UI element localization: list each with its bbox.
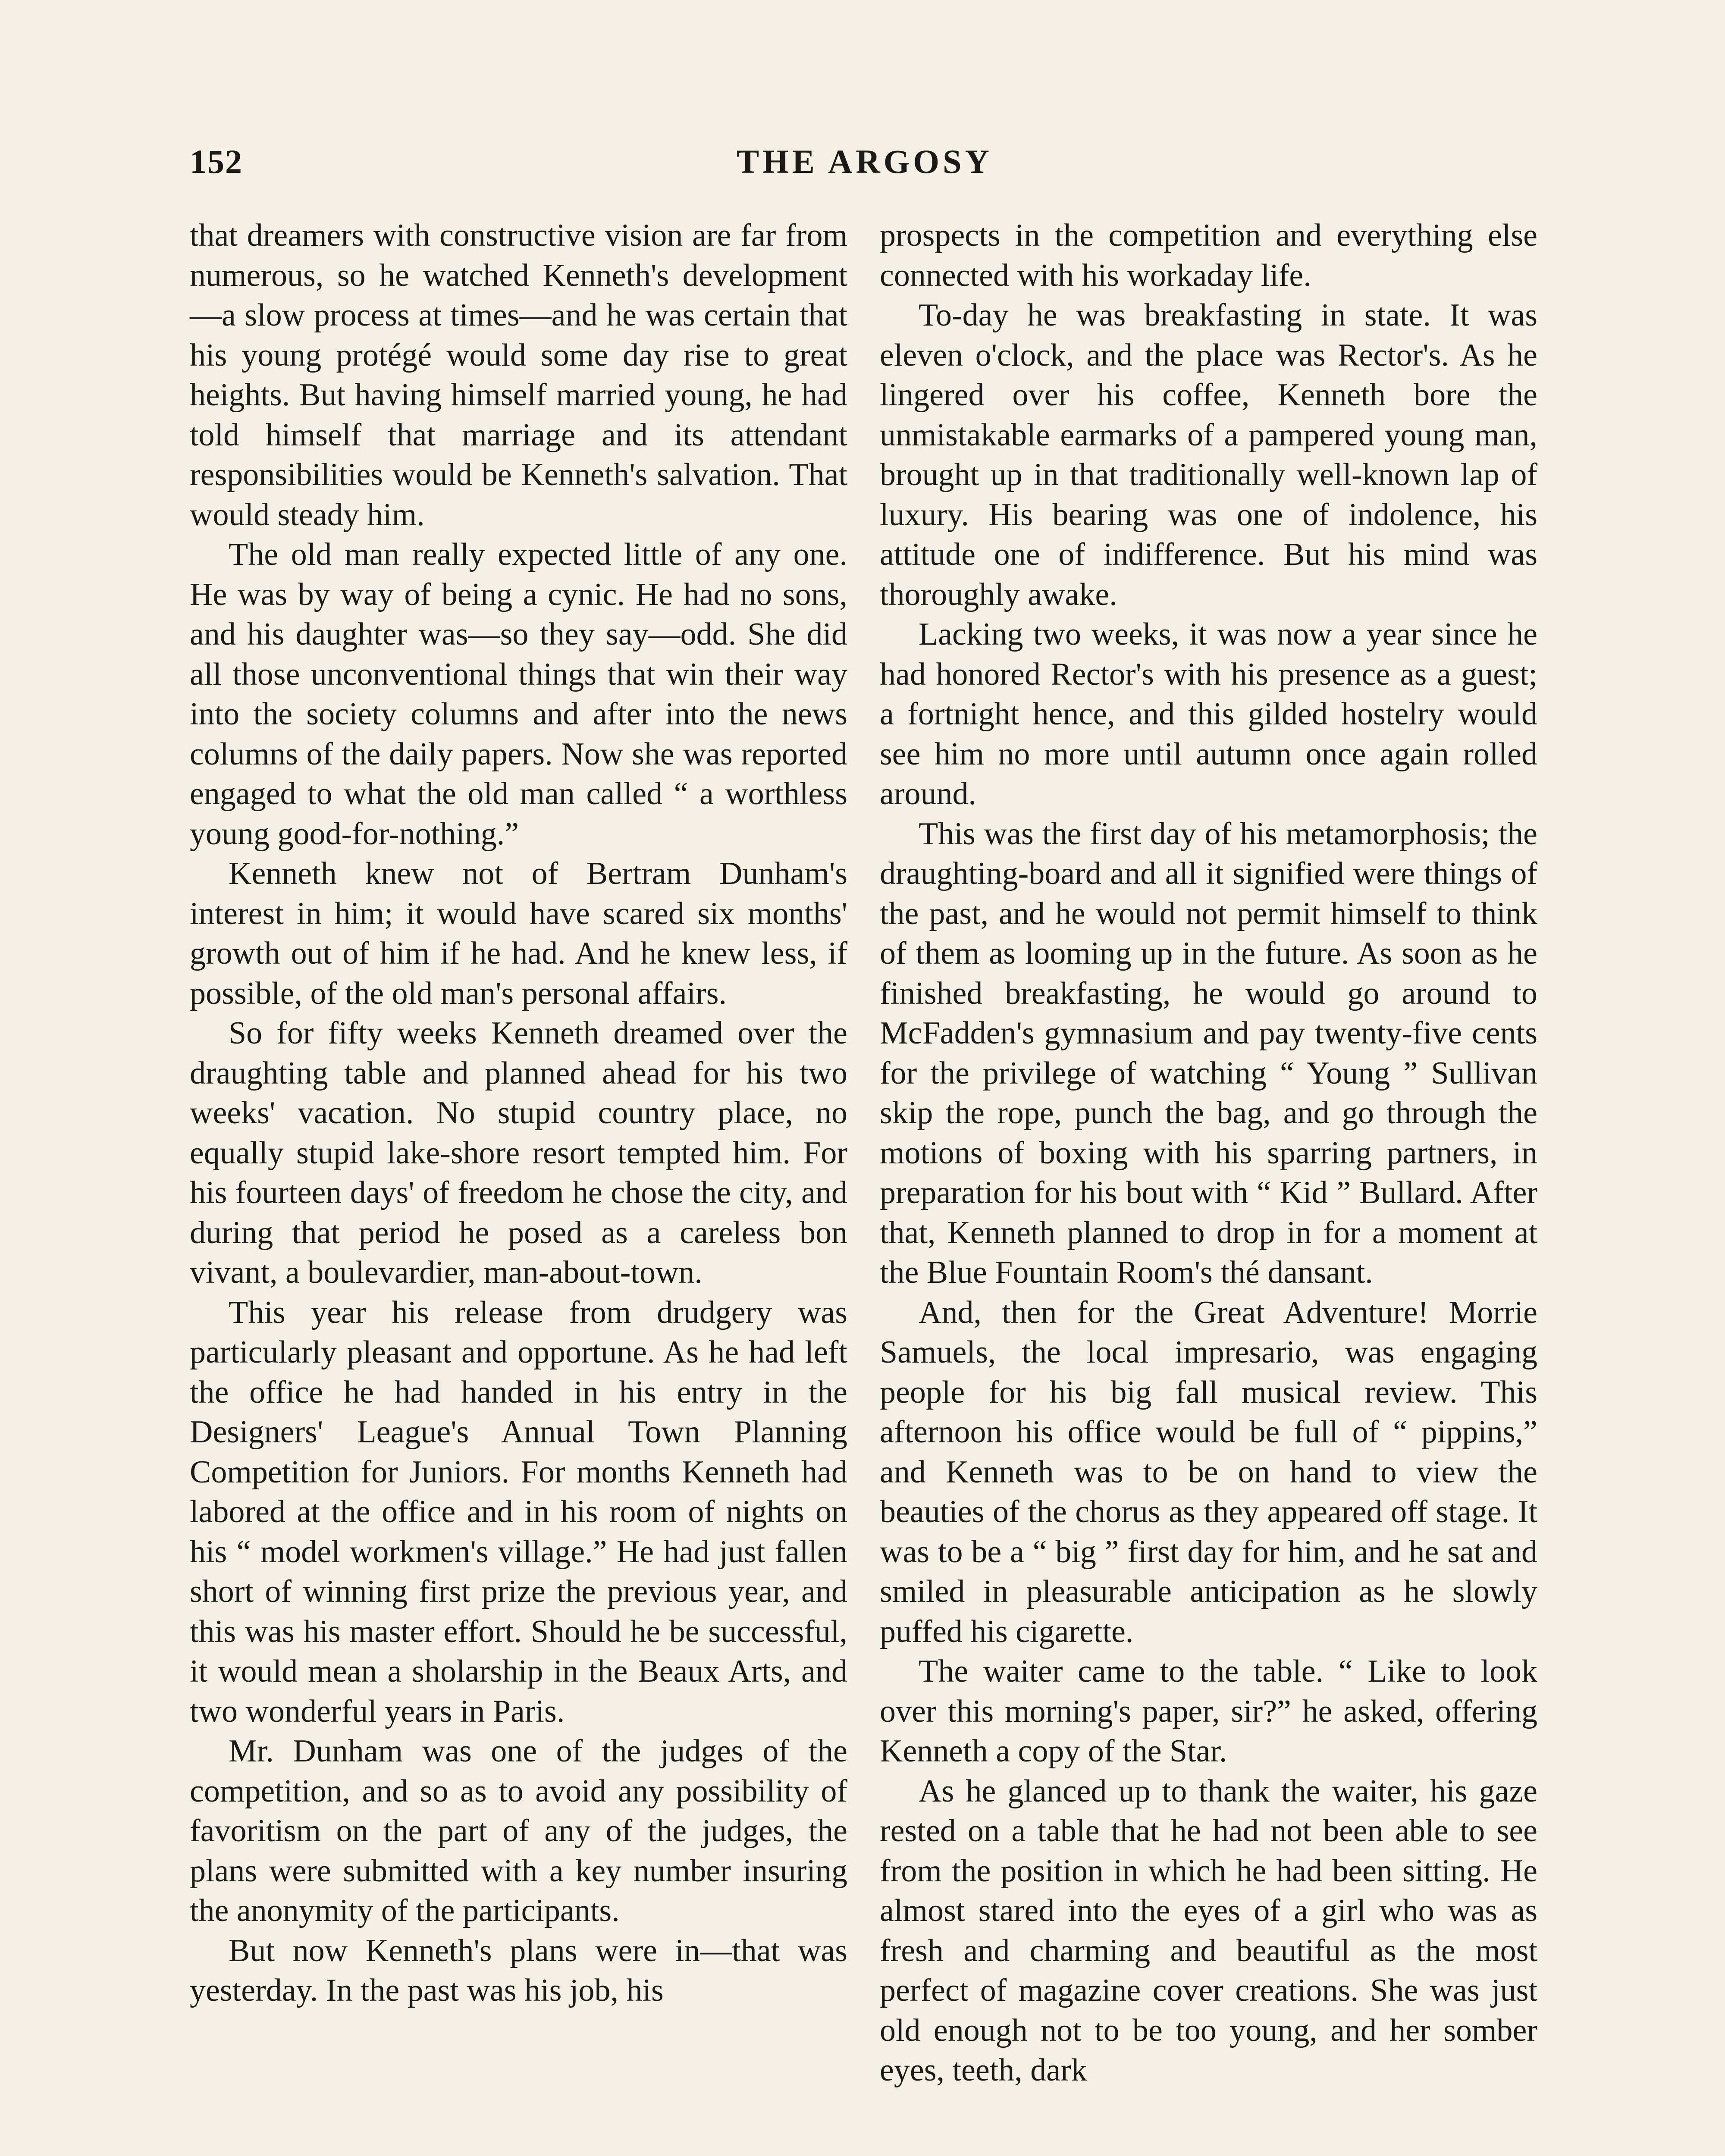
running-title: THE ARGOSY: [737, 143, 993, 180]
paragraph: Lacking two weeks, it was now a year since he had honored Rector's with his presence as a guest; a fortnight hence, and this gilded hostelry would see him no more until autumn once again rolled around.: [880, 617, 1537, 812]
paragraph: This year his release from drudgery was particularly pleasant and opportune. As he had left the office he had handed in his entry in the Designers' League's Annual Town Planning Competition for Juniors. For months Kenneth had labored at the office and in his room of nights on his “ model workmen's village.” He had just fallen short of winning first prize the previous year, and this was his master effort. Should he be successful, it would mean a sholarship in the Beaux Arts, and two wonderful years in Paris.: [190, 1294, 847, 1729]
paragraph: To-day he was breakfasting in state. It was eleven o'clock, and the place was Rector's. As he lingered over his coffee, Kenneth bore the unmistakable earmarks of a pampered young man, brought up in that traditionally well-known lap of luxury. His bearing was one of indolence, his attitude one of indifference. But his mind was thoroughly awake.: [880, 298, 1537, 612]
paragraph: As he glanced up to thank the waiter, his gaze rested on a table that he had not been able to see from the position in which he had been sitting. He almost stared into the eyes of a girl who was as fresh and charming and beautiful as the most perfect of magazine cover creations. She was just old enough not to be too young, and her somber eyes, teeth, dark: [880, 1773, 1537, 2088]
left-column: [190, 216, 847, 2011]
paragraph: Mr. Dunham was one of the judges of the competition, and so as to avoid any possibility of favoritism on the part of any of the judges, the plans were submitted with a key number insuring the anonymity of the participants.: [190, 1733, 847, 1928]
page-header: [190, 142, 1540, 190]
paragraph: So for fifty weeks Kenneth dreamed over the draughting table and planned ahead for his two weeks' vacation. No stupid country place, no equally stupid lake-shore resort tempted him. For his fourteen days' of freedom he chose the city, and during that period he posed as a careless bon vivant, a boulevardier, man-about-town.: [190, 1015, 847, 1290]
paragraph: The old man really expected little of any one. He was by way of being a cynic. He had no sons, and his daughter was—so they say—odd. She did all those unconventional things that win their way into the society columns and after into the news columns of the daily papers. Now she was reported engaged to what the old man called “ a worthless young good-for-nothing.”: [190, 537, 847, 852]
right-column: [880, 216, 1537, 2090]
paragraph: This was the first day of his metamorphosis; the draughting-board and all it signified were things of the past, and he would not permit himself to think of them as looming up in the future. As soon as he finished breakfasting, he would go around to McFadden's gymnasium and pay twenty-five cents for the privilege of watching “ Young ” Sullivan skip the rope, punch the bag, and go through the motions of boxing with his sparring partners, in preparation for his bout with “ Kid ” Bullard. After that, Kenneth planned to drop in for a moment at the Blue Fountain Room's thé dansant.: [880, 816, 1537, 1290]
paragraph: But now Kenneth's plans were in—that was yesterday. In the past was his job, his: [190, 1933, 847, 2008]
paragraph: that dreamers with constructive vision are far from numerous, so he watched Kenneth's development—a slow process at times—and he was certain that his young protégé would some day rise to great heights. But having himself married young, he had told himself that marriage and its attendant responsibilities would be Kenneth's salvation. That would steady him.: [190, 218, 847, 533]
paragraph: prospects in the competition and everything else connected with his workaday life.: [880, 218, 1537, 293]
paragraph: Kenneth knew not of Bertram Dunham's interest in him; it would have scared six months' growth out of him if he had. And he knew less, if possible, of the old man's personal affairs.: [190, 856, 847, 1011]
page-number: 152: [190, 143, 243, 180]
paragraph: And, then for the Great Adventure! Morrie Samuels, the local impresario, was engaging people for his big fall musical review. This afternoon his office would be full of “ pippins,” and Kenneth was to be on hand to view the beauties of the chorus as they appeared off stage. It was to be a “ big ” first day for him, and he sat and smiled in pleasurable anticipation as he slowly puffed his cigarette.: [880, 1294, 1537, 1649]
paragraph: The waiter came to the table. “ Like to look over this morning's paper, sir?” he asked, offering Kenneth a copy of the Star.: [880, 1654, 1537, 1769]
